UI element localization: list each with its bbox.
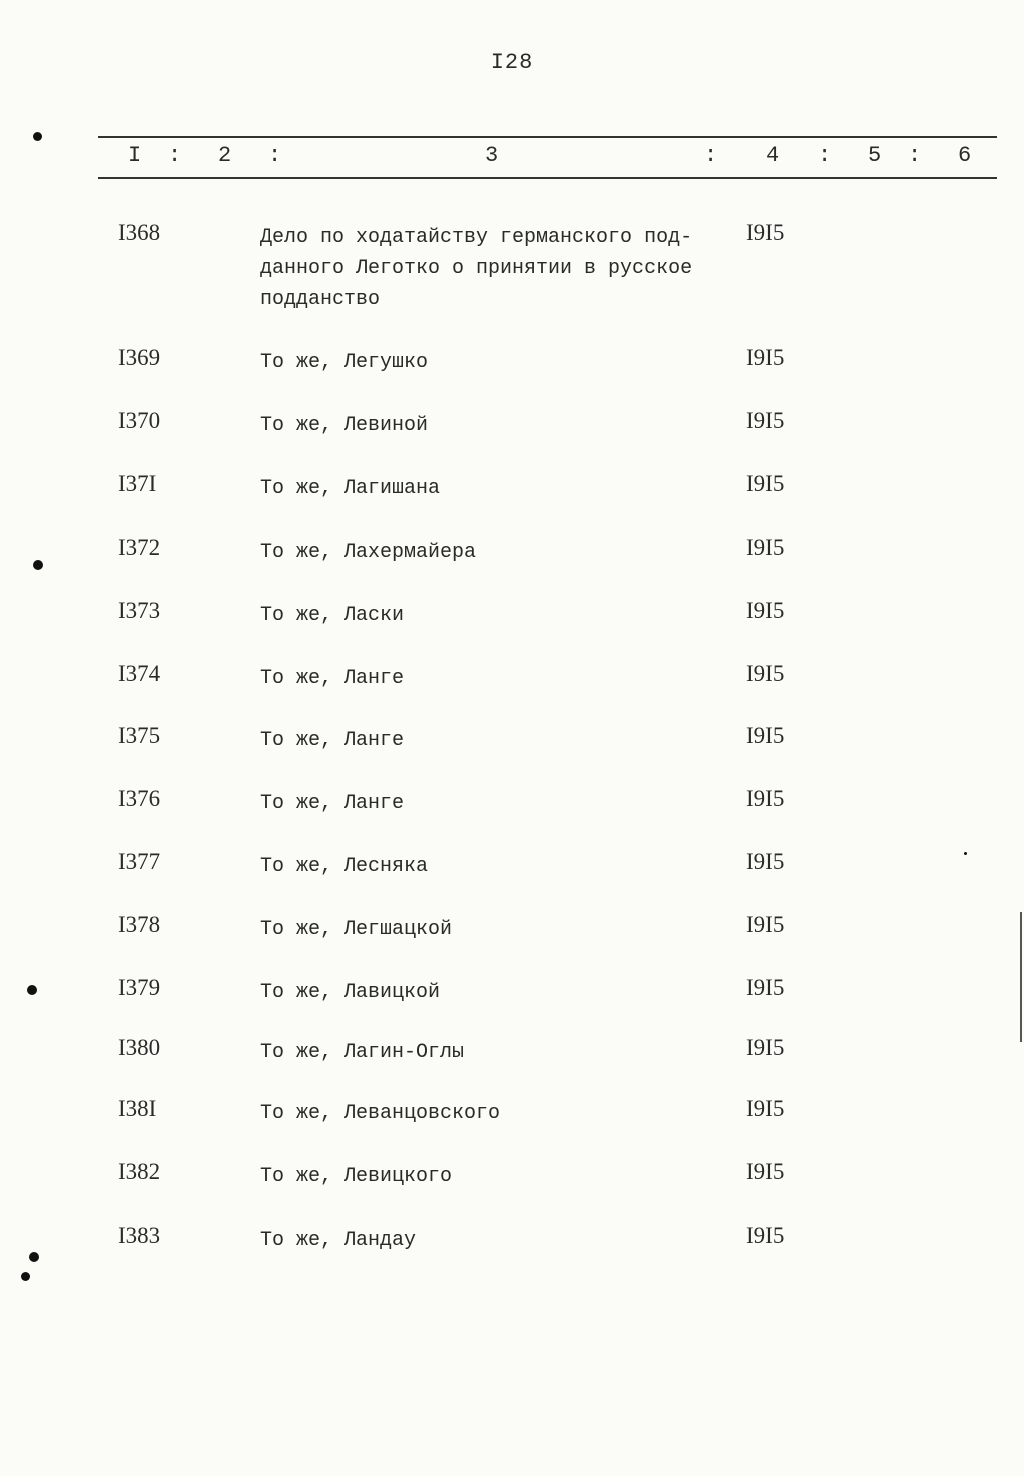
row-year: I9I5: [746, 471, 785, 496]
row-description: То же, Лахермайера: [260, 541, 477, 564]
table-header-row: [0, 143, 1024, 173]
header-separator: :: [268, 143, 282, 168]
header-col-3: 3: [485, 143, 499, 168]
row-year: I9I5: [746, 1096, 785, 1121]
row-description: То же, Легушко: [260, 351, 429, 374]
header-col-5: 5: [868, 143, 882, 168]
scan-speck: [21, 1272, 30, 1281]
row-description: То же, Ландау: [260, 1229, 417, 1252]
row-number: I383: [118, 1223, 161, 1248]
row-year: I9I5: [746, 1159, 785, 1184]
row-description: То же, Левицкого: [260, 1165, 453, 1188]
row-number: I37I: [118, 471, 157, 496]
row-number: I378: [118, 912, 161, 937]
row-description: То же, Лавицкой: [260, 981, 441, 1004]
row-number: I38I: [118, 1096, 157, 1121]
row-year: I9I5: [746, 849, 785, 874]
page-number: I28: [490, 50, 534, 75]
row-number: I382: [118, 1159, 161, 1184]
row-number: I376: [118, 786, 161, 811]
scan-speck: [27, 985, 37, 995]
row-description: Дело по ходатайству германского под- данного Леготко о принятии в русское подданство: [260, 226, 693, 311]
scan-speck: [33, 132, 42, 141]
scan-edge-line: [1020, 912, 1022, 1042]
row-number: I380: [118, 1035, 161, 1060]
row-number: I379: [118, 975, 161, 1000]
table-header-top-rule: [98, 136, 997, 138]
row-year: I9I5: [746, 912, 785, 937]
row-number: I370: [118, 408, 161, 433]
row-number: I369: [118, 345, 161, 370]
row-number: I372: [118, 535, 161, 560]
row-description: То же, Легшацкой: [260, 918, 453, 941]
row-year: I9I5: [746, 220, 785, 245]
row-description: То же, Ланге: [260, 729, 405, 752]
header-separator: :: [818, 143, 832, 168]
row-year: I9I5: [746, 535, 785, 560]
header-separator: :: [908, 143, 922, 168]
row-description: То же, Ланге: [260, 667, 405, 690]
header-col-2: 2: [218, 143, 232, 168]
row-number: I374: [118, 661, 161, 686]
header-col-1: I: [128, 143, 142, 168]
row-description: То же, Лесняка: [260, 855, 429, 878]
row-year: I9I5: [746, 1223, 785, 1248]
table-header-bottom-rule: [98, 177, 997, 179]
header-separator: :: [168, 143, 182, 168]
row-year: I9I5: [746, 345, 785, 370]
row-number: I373: [118, 598, 161, 623]
row-year: I9I5: [746, 786, 785, 811]
row-description: То же, Ласки: [260, 604, 405, 627]
row-description: То же, Ланге: [260, 792, 405, 815]
row-description: То же, Леванцовского: [260, 1102, 501, 1125]
row-number: I368: [118, 220, 161, 245]
scan-speck: [964, 852, 967, 855]
row-number: I377: [118, 849, 161, 874]
row-year: I9I5: [746, 723, 785, 748]
row-description: То же, Левиной: [260, 414, 429, 437]
header-separator: :: [704, 143, 718, 168]
row-year: I9I5: [746, 975, 785, 1000]
header-col-6: 6: [958, 143, 972, 168]
row-number: I375: [118, 723, 161, 748]
row-year: I9I5: [746, 661, 785, 686]
header-col-4: 4: [766, 143, 780, 168]
row-year: I9I5: [746, 1035, 785, 1060]
row-year: I9I5: [746, 408, 785, 433]
row-description: То же, Лагин-Оглы: [260, 1041, 465, 1064]
row-description: То же, Лагишана: [260, 477, 441, 500]
row-year: I9I5: [746, 598, 785, 623]
scan-speck: [29, 1252, 39, 1262]
scan-speck: [33, 560, 43, 570]
